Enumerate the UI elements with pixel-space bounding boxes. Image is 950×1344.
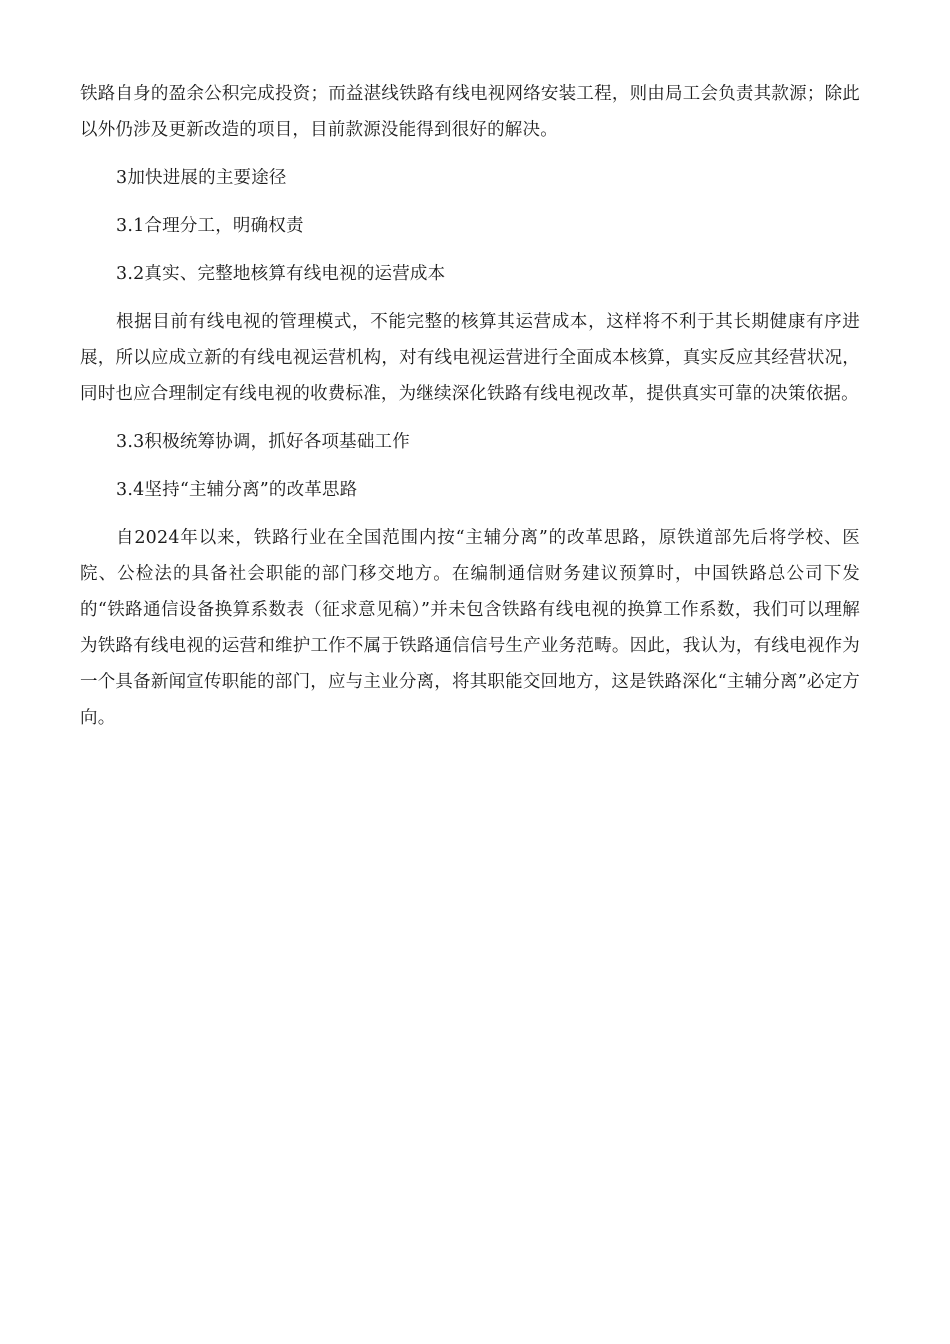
paragraph-funding-sources: 铁路自身的盈余公积完成投资；而益湛线铁路有线电视网络安装工程，则由局工会负责其款源；除此以外仍涉及更新改造的项目，目前款源没能得到很好的解决。 xyxy=(80,84,860,140)
paragraph-separation-reform: 自2024年以来，铁路行业在全国范围内按“主辅分离”的改革思路，原铁道部先后将学校、医院、公检法的具备社会职能的部门移交地方。在编制通信财务建议预算时，中国铁路总公司下发的“铁路通信设备换算系数表（征求意见稿）”并未包含铁路有线电视的换算工作系数，我们可以理解为铁路有线电视的运营和维护工作不属于铁路通信信号生产业务范畴。因此，我认为，有线电视作为一个具备新闻宣传职能的部门，应与主业分离，将其职能交回地方，这是铁路深化“主辅分离”必定方向。 xyxy=(80,528,860,728)
section-heading-3-4: 3.4坚持“主辅分离”的改革思路 xyxy=(116,480,358,500)
document-body xyxy=(80,76,860,748)
section-heading-3: 3加快进展的主要途径 xyxy=(116,168,287,188)
paragraph-cost-accounting: 根据目前有线电视的管理模式，不能完整的核算其运营成本，这样将不利于其长期健康有序进展，所以应成立新的有线电视运营机构，对有线电视运营进行全面成本核算，真实反应其经营状况，同时也应合理制定有线电视的收费标准，为继续深化铁路有线电视改革，提供真实可靠的决策依据。 xyxy=(80,312,860,404)
section-heading-3-3: 3.3积极统筹协调，抓好各项基础工作 xyxy=(116,432,410,452)
section-heading-3-1: 3.1合理分工，明确权责 xyxy=(116,216,304,236)
section-heading-3-2: 3.2真实、完整地核算有线电视的运营成本 xyxy=(116,264,446,284)
